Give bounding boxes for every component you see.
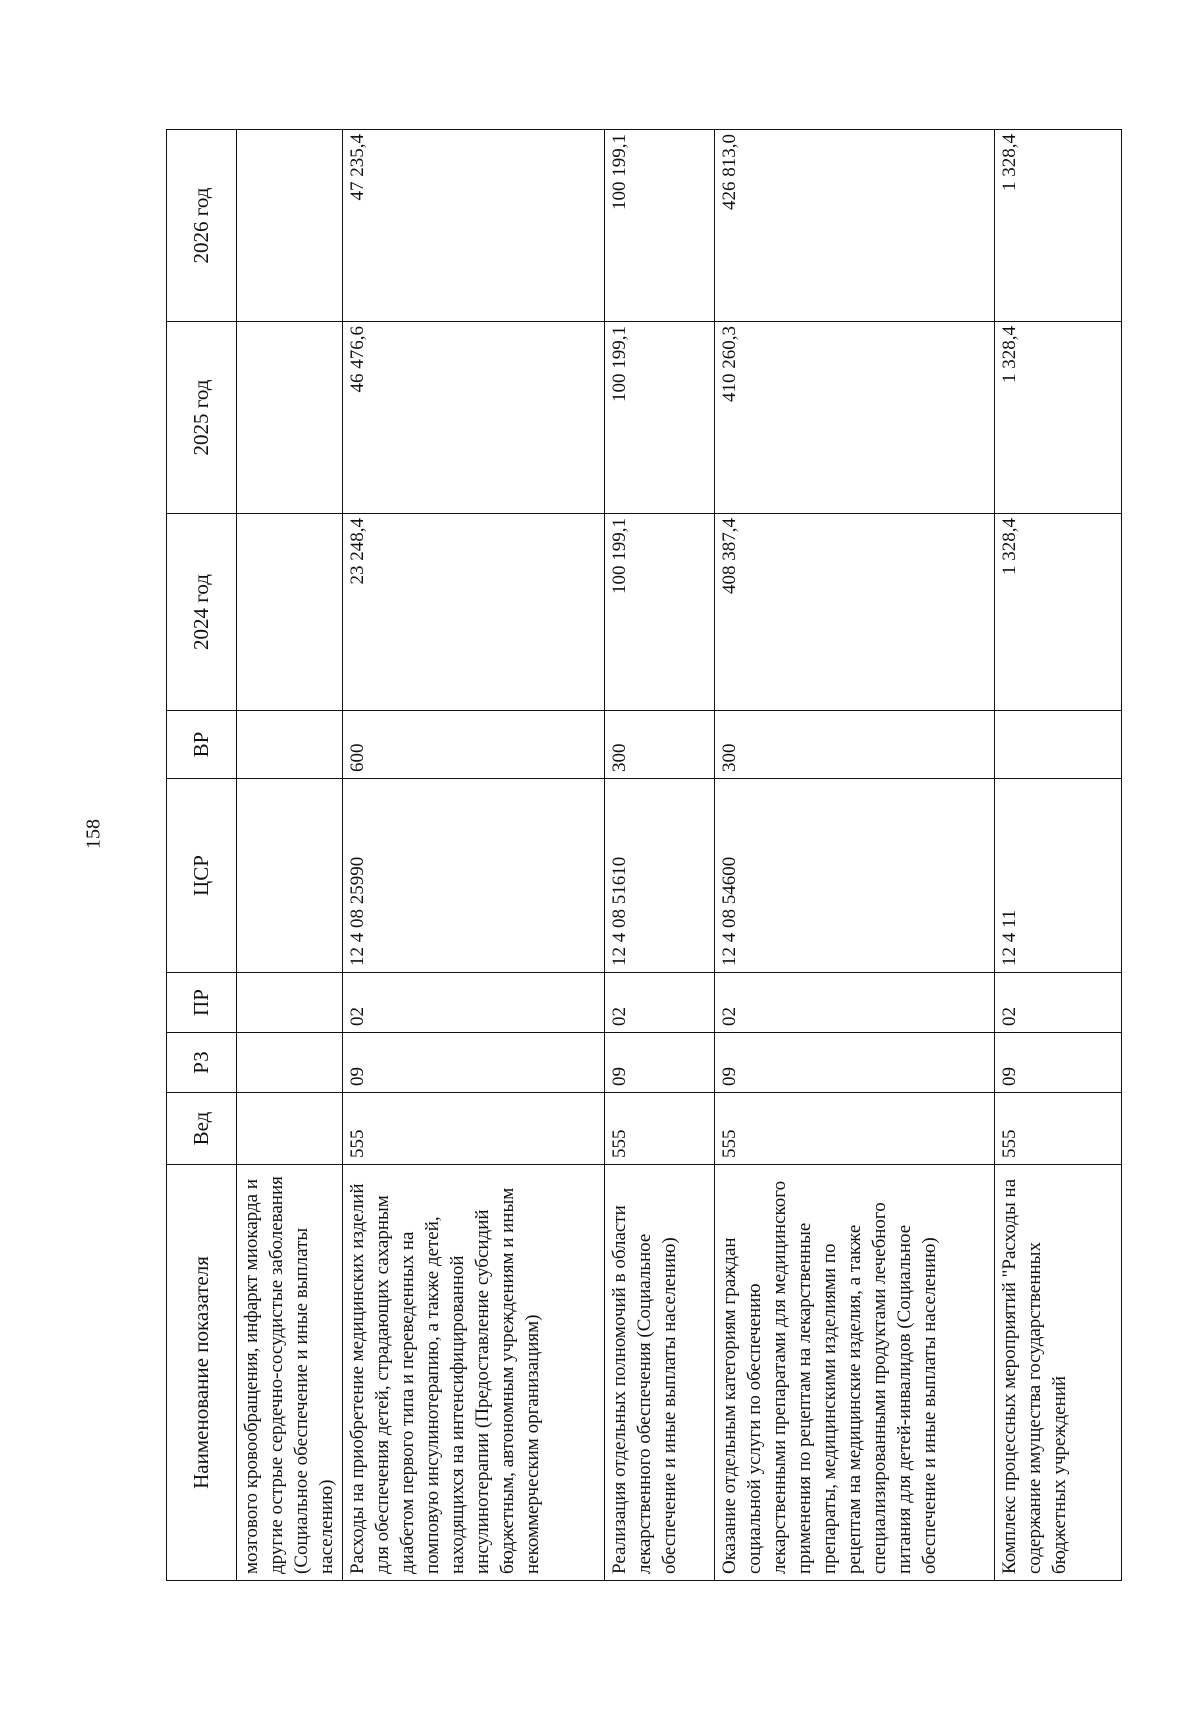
row-pr: 02 bbox=[995, 973, 1122, 1033]
row-pr: 02 bbox=[715, 973, 995, 1033]
row-csr: 12 4 08 51610 bbox=[605, 779, 715, 973]
row-2026: 426 813,0 bbox=[715, 130, 995, 322]
header-csr: ЦСР bbox=[167, 779, 237, 973]
header-pr: ПР bbox=[167, 973, 237, 1033]
table-row bbox=[605, 130, 715, 1581]
row-name: Расходы на приобретение медицинских изделий для обеспечения детей, страдающих сахарным диабетом первого типа и переведенных на помповую инсулинотерапию, а также детей, находящихся на интенсифицированной инсулинотерапии (Предоставление субсидий бюджетным, автономным учреждениям и иным некоммерческим организациям) bbox=[343, 1165, 605, 1581]
row-name: Оказание отдельным категориям граждан социальной услуги по обеспечению лекарственными препаратами для медицинского применения по рецептам на лекарственные препараты, медицинскими изделиями по рецептам на медицинские изделия, а также специализированными продуктами лечебного питания для детей-инвалидов (Социальное обеспечение и иные выплаты населению) bbox=[715, 1165, 995, 1581]
budget-table bbox=[166, 129, 1122, 1581]
header-name: Наименование показателя bbox=[167, 1165, 237, 1581]
table-row bbox=[343, 130, 605, 1581]
row-2025 bbox=[237, 322, 343, 514]
row-vr: 300 bbox=[605, 711, 715, 779]
row-pr: 02 bbox=[343, 973, 605, 1033]
row-2024 bbox=[237, 514, 343, 711]
row-2026: 1 328,4 bbox=[995, 130, 1122, 322]
table-header-row bbox=[167, 130, 237, 1581]
header-2025: 2025 год bbox=[167, 322, 237, 514]
row-ved: 555 bbox=[343, 1093, 605, 1165]
row-ved: 555 bbox=[715, 1093, 995, 1165]
row-2024: 1 328,4 bbox=[995, 514, 1122, 711]
row-2024: 408 387,4 bbox=[715, 514, 995, 711]
row-name: Комплекс процессных мероприятий "Расходы на содержание имущества государственных бюджетных учреждений bbox=[995, 1165, 1122, 1581]
row-ved: 555 bbox=[995, 1093, 1122, 1165]
row-2026: 100 199,1 bbox=[605, 130, 715, 322]
row-2026: 47 235,4 bbox=[343, 130, 605, 322]
row-name: мозгового кровообращения, инфаркт миокарда и другие острые сердечно-сосудистые заболевания (Социальное обеспечение и иные выплаты населению) bbox=[237, 1165, 343, 1581]
row-ved: 555 bbox=[605, 1093, 715, 1165]
table-row bbox=[995, 130, 1122, 1581]
row-rz: 09 bbox=[343, 1033, 605, 1093]
table-container bbox=[166, 130, 1121, 1581]
row-csr bbox=[237, 779, 343, 973]
row-csr: 12 4 08 54600 bbox=[715, 779, 995, 973]
row-rz: 09 bbox=[605, 1033, 715, 1093]
header-rz: РЗ bbox=[167, 1033, 237, 1093]
row-vr bbox=[237, 711, 343, 779]
header-2026: 2026 год bbox=[167, 130, 237, 322]
row-name: Реализация отдельных полномочий в области лекарственного обеспечения (Социальное обеспечение и иные выплаты населению) bbox=[605, 1165, 715, 1581]
row-2025: 410 260,3 bbox=[715, 322, 995, 514]
rotated-table-wrapper bbox=[166, 130, 1121, 1581]
row-2025: 1 328,4 bbox=[995, 322, 1122, 514]
row-vr: 300 bbox=[715, 711, 995, 779]
header-ved: Вед bbox=[167, 1093, 237, 1165]
table-row bbox=[715, 130, 995, 1581]
header-vr: ВР bbox=[167, 711, 237, 779]
row-pr bbox=[237, 973, 343, 1033]
row-rz: 09 bbox=[715, 1033, 995, 1093]
row-2026 bbox=[237, 130, 343, 322]
header-2024: 2024 год bbox=[167, 514, 237, 711]
row-vr: 600 bbox=[343, 711, 605, 779]
page-number: 158 bbox=[82, 819, 105, 849]
row-csr: 12 4 08 25990 bbox=[343, 779, 605, 973]
row-csr: 12 4 11 bbox=[995, 779, 1122, 973]
row-rz bbox=[237, 1033, 343, 1093]
row-2024: 23 248,4 bbox=[343, 514, 605, 711]
row-pr: 02 bbox=[605, 973, 715, 1033]
row-2025: 100 199,1 bbox=[605, 322, 715, 514]
row-rz: 09 bbox=[995, 1033, 1122, 1093]
row-ved bbox=[237, 1093, 343, 1165]
table-row bbox=[237, 130, 343, 1581]
row-vr bbox=[995, 711, 1122, 779]
row-2025: 46 476,6 bbox=[343, 322, 605, 514]
row-2024: 100 199,1 bbox=[605, 514, 715, 711]
